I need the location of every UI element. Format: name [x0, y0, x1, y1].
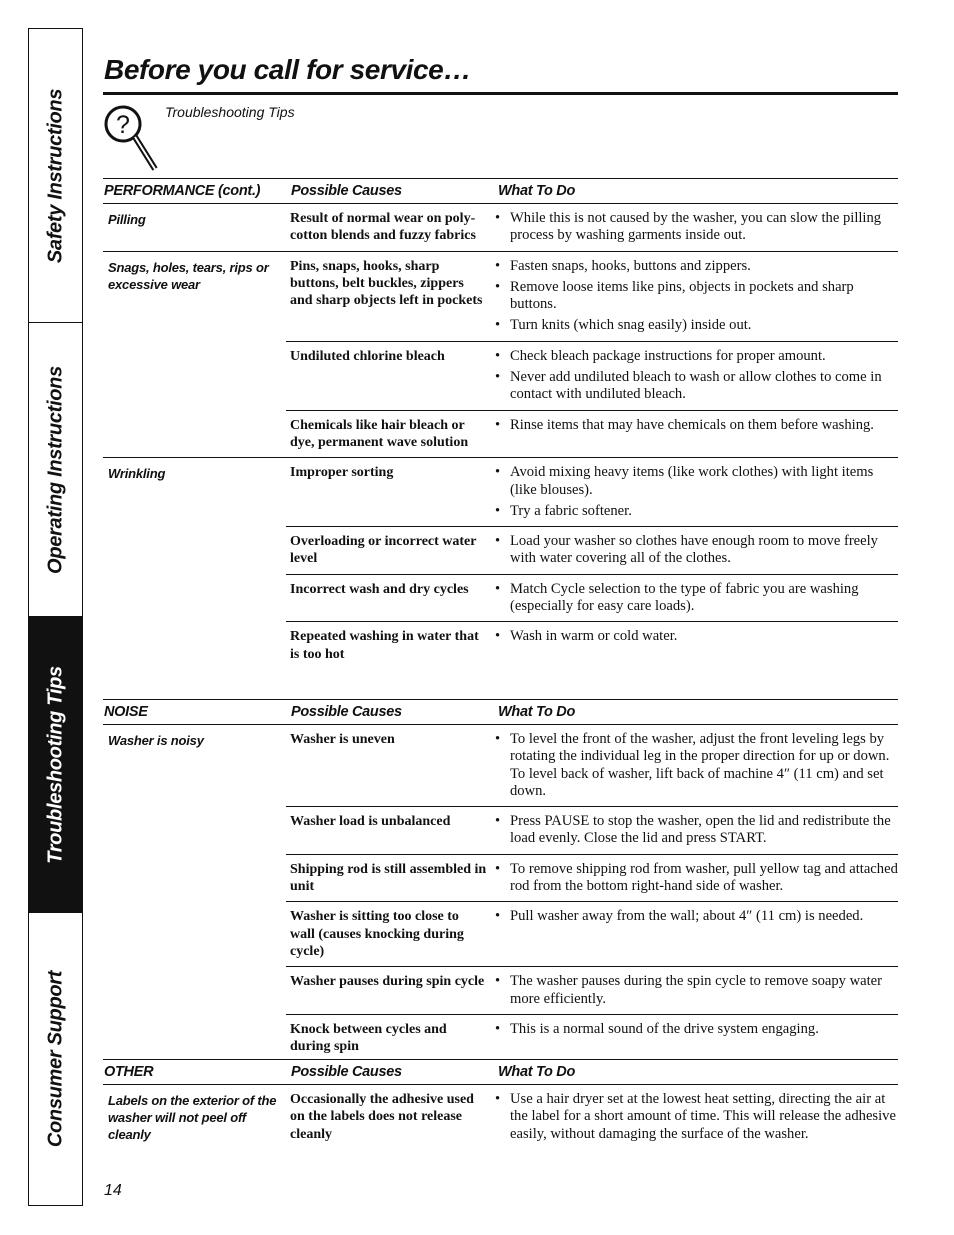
fix-item: • The washer pauses during the spin cycle to remove soapy water more efficiently.: [493, 973, 898, 1008]
tab-troubleshooting-tips[interactable]: [29, 617, 82, 913]
title-rule: [103, 92, 898, 95]
fix-item: • Check bleach package instructions for proper amount.: [493, 348, 898, 365]
tab-safety-instructions[interactable]: [29, 29, 82, 323]
noise-section: [103, 699, 898, 1061]
cause-text: Shipping rod is still assembled in unit: [290, 861, 487, 895]
problem-group-snags: [103, 252, 898, 459]
tab-consumer-support[interactable]: [29, 913, 82, 1204]
cause-text: Washer is uneven: [290, 732, 395, 747]
cause-text: Pins, snaps, hooks, sharp buttons, belt buckles, zippers and sharp objects left in pockets: [290, 258, 483, 309]
fix-item: • Turn knits (which snag easily) inside out.: [493, 317, 898, 334]
col-header-causes: Possible Causes: [291, 704, 402, 720]
col-header-todo: What To Do: [498, 1064, 575, 1080]
fix-item: • Avoid mixing heavy items (like work clothes) with light items (like blouses).: [493, 464, 898, 499]
cause-text: Undiluted chlorine bleach: [290, 348, 445, 364]
section-heading: NOISE: [104, 704, 148, 720]
cause-row: [286, 725, 898, 807]
page-subtitle: Troubleshooting Tips: [165, 104, 295, 120]
cause-text: Chemicals like hair bleach or dye, permanent wave solution: [290, 417, 469, 450]
cause-row: [286, 622, 898, 669]
cause-row: [286, 807, 898, 855]
cause-row: [286, 527, 898, 575]
cause-text: Washer load is unbalanced: [290, 814, 451, 830]
problem-label: Labels on the exterior of the washer will not peel off cleanly: [108, 1093, 277, 1142]
cause-row: [286, 1085, 898, 1149]
problem-label: Wrinkling: [108, 466, 166, 482]
fix-item: • This is a normal sound of the drive system engaging.: [493, 1021, 898, 1038]
problem-label: Snags, holes, tears, rips or excessive wear: [108, 259, 269, 292]
section-header: [103, 699, 898, 725]
cause-text: Washer pauses during spin cycle: [290, 974, 485, 990]
section-header: [103, 178, 898, 204]
fix-item: • Fasten snaps, hooks, buttons and zippers.: [493, 258, 898, 275]
section-heading: OTHER: [104, 1064, 154, 1080]
fix-item: • Use a hair dryer set at the lowest heat setting, directing the air at the label for a short amount of time. This will release the adhesive easily, without damaging the surface of the washer.: [493, 1091, 898, 1143]
fix-item: • Try a fabric softener.: [493, 503, 898, 520]
cause-text: Knock between cycles and during spin: [290, 1021, 447, 1055]
fix-item: • Match Cycle selection to the type of fabric you are washing (especially for easy care loads).: [493, 581, 898, 616]
cause-row: [286, 342, 898, 411]
fix-item: • Wash in warm or cold water.: [493, 628, 898, 645]
cause-row: [286, 252, 898, 342]
tab-label: Safety Instructions: [44, 88, 66, 263]
performance-section: [103, 178, 898, 669]
cause-text: Result of normal wear on poly-cotton blends and fuzzy fabrics: [290, 211, 476, 244]
cause-text: Overloading or incorrect water level: [290, 534, 477, 567]
fix-item: • Pull washer away from the wall; about 4″ (11 cm) is needed.: [493, 908, 898, 925]
col-header-todo: What To Do: [498, 704, 575, 720]
cause-text: Occasionally the adhesive used on the labels does not release cleanly: [290, 1092, 474, 1142]
problem-group-washer-noisy: [103, 725, 898, 1061]
cause-row: [286, 855, 898, 903]
section-header: [103, 1059, 898, 1085]
problem-label: Washer is noisy: [108, 733, 204, 748]
fix-item: • Remove loose items like pins, objects in pockets and sharp buttons.: [493, 279, 898, 314]
fix-item: • To remove shipping rod from washer, pull yellow tag and attached rod from the bottom right-hand side of washer.: [493, 861, 898, 896]
cause-row: [286, 411, 898, 458]
tab-label: Operating Instructions: [44, 365, 66, 574]
tab-operating-instructions[interactable]: [29, 323, 82, 617]
other-section: [103, 1059, 898, 1149]
fix-item: • Rinse items that may have chemicals on them before washing.: [493, 417, 898, 434]
tab-label: Consumer Support: [44, 970, 66, 1147]
tab-label: Troubleshooting Tips: [44, 665, 66, 864]
side-tab-strip: [28, 28, 83, 1206]
col-header-causes: Possible Causes: [291, 183, 402, 199]
cause-row: [286, 575, 898, 623]
fix-item: • While this is not caused by the washer, you can slow the pilling process by washing garments inside out.: [493, 210, 898, 245]
problem-group-labels: [103, 1085, 898, 1149]
cause-row: [286, 967, 898, 1015]
cause-text: Incorrect wash and dry cycles: [290, 581, 469, 597]
problem-group-wrinkling: [103, 458, 898, 669]
page-title: Before you call for service…: [104, 54, 471, 85]
cause-row: [286, 1015, 898, 1062]
cause-text: Improper sorting: [290, 465, 394, 481]
cause-text: Repeated washing in water that is too hot: [290, 629, 479, 662]
page-number: 14: [104, 1182, 122, 1199]
problem-group-pilling: [103, 204, 898, 252]
cause-row: [286, 902, 898, 967]
col-header-todo: What To Do: [498, 183, 575, 199]
fix-item: • Press PAUSE to stop the washer, open the lid and redistribute the load evenly. Close the lid and press START.: [493, 813, 898, 848]
fix-item: • Load your washer so clothes have enough room to move freely with water covering all of the clothes.: [493, 533, 898, 568]
question-magnifier-icon: [103, 103, 161, 175]
fix-item: • Never add undiluted bleach to wash or allow clothes to come in contact with undiluted bleach.: [493, 369, 898, 404]
fix-item: • To level the front of the washer, adjust the front leveling legs by rotating the individual leg in the proper direction for up or down. To level back of washer, lift back of machine 4″ (11 cm) and set down.: [493, 731, 898, 800]
section-heading: PERFORMANCE (cont.): [104, 183, 261, 199]
cause-row: [286, 458, 898, 527]
col-header-causes: Possible Causes: [291, 1064, 402, 1080]
cause-row: [286, 204, 898, 251]
cause-text: Washer is sitting too close to wall (causes knocking during cycle): [290, 909, 464, 959]
svg-text:?: ?: [116, 111, 130, 139]
problem-label: Pilling: [108, 212, 146, 227]
